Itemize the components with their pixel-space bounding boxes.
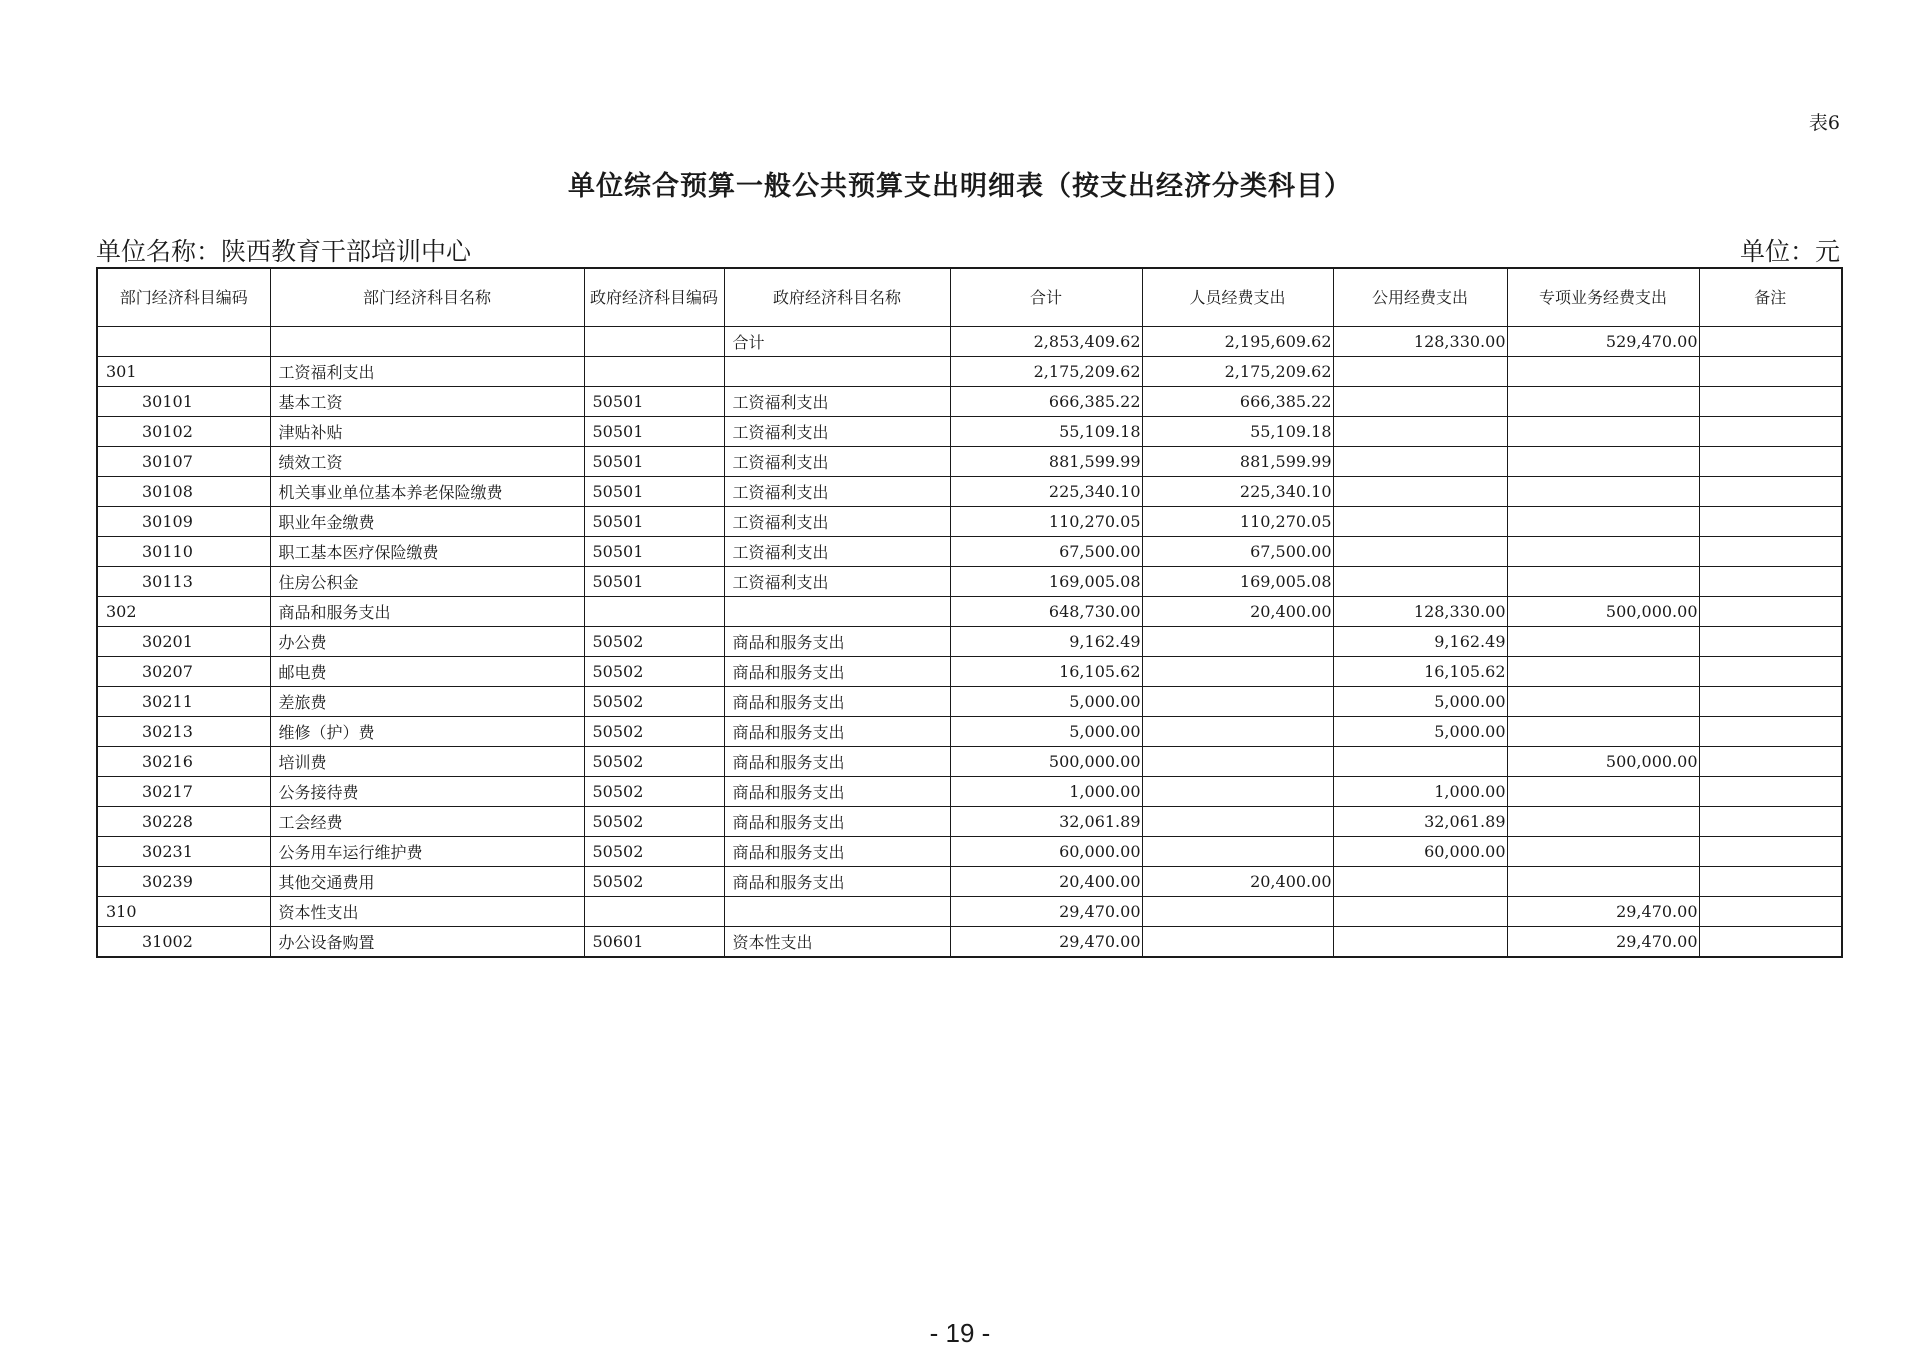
gov-name-cell: 工资福利支出: [724, 417, 950, 447]
gov-name-cell: 商品和服务支出: [724, 687, 950, 717]
personnel-cell: [1142, 657, 1333, 687]
note-cell: [1699, 387, 1842, 417]
public-cell: 128,330.00: [1333, 327, 1507, 357]
note-cell: [1699, 657, 1842, 687]
note-cell: [1699, 687, 1842, 717]
gov-name-cell: 工资福利支出: [724, 387, 950, 417]
gov-code-cell: 50501: [584, 477, 724, 507]
dept-code-cell: 31002: [97, 927, 270, 958]
public-cell: [1333, 357, 1507, 387]
special-cell: [1507, 447, 1699, 477]
table-row: [97, 447, 1842, 477]
total-cell: 5,000.00: [950, 687, 1142, 717]
personnel-cell: 225,340.10: [1142, 477, 1333, 507]
gov-name-cell: 工资福利支出: [724, 537, 950, 567]
public-cell: [1333, 567, 1507, 597]
public-cell: [1333, 927, 1507, 958]
dept-code-cell: 30228: [97, 807, 270, 837]
gov-name-cell: 合计: [724, 327, 950, 357]
special-cell: [1507, 807, 1699, 837]
personnel-cell: [1142, 687, 1333, 717]
dept-code-cell: 30110: [97, 537, 270, 567]
dept-name-cell: 公务用车运行维护费: [270, 837, 584, 867]
total-cell: 32,061.89: [950, 807, 1142, 837]
header-total: 合计: [950, 268, 1142, 327]
special-cell: [1507, 567, 1699, 597]
personnel-cell: [1142, 717, 1333, 747]
gov-name-cell: 工资福利支出: [724, 477, 950, 507]
gov-name-cell: 商品和服务支出: [724, 717, 950, 747]
public-cell: 16,105.62: [1333, 657, 1507, 687]
personnel-cell: 55,109.18: [1142, 417, 1333, 447]
total-cell: 55,109.18: [950, 417, 1142, 447]
gov-code-cell: 50501: [584, 507, 724, 537]
dept-name-cell: 办公费: [270, 627, 584, 657]
public-cell: [1333, 447, 1507, 477]
personnel-cell: [1142, 747, 1333, 777]
dept-name-cell: 培训费: [270, 747, 584, 777]
dept-code-cell: 310: [97, 897, 270, 927]
gov-name-cell: 商品和服务支出: [724, 627, 950, 657]
personnel-cell: 20,400.00: [1142, 867, 1333, 897]
total-cell: 2,175,209.62: [950, 357, 1142, 387]
note-cell: [1699, 447, 1842, 477]
dept-name-cell: 津贴补贴: [270, 417, 584, 447]
note-cell: [1699, 927, 1842, 958]
special-cell: 29,470.00: [1507, 897, 1699, 927]
dept-code-cell: 30107: [97, 447, 270, 477]
total-cell: 20,400.00: [950, 867, 1142, 897]
gov-code-cell: 50502: [584, 837, 724, 867]
personnel-cell: [1142, 777, 1333, 807]
gov-code-cell: 50502: [584, 657, 724, 687]
public-cell: 128,330.00: [1333, 597, 1507, 627]
dept-code-cell: 30217: [97, 777, 270, 807]
gov-code-cell: 50502: [584, 867, 724, 897]
note-cell: [1699, 507, 1842, 537]
table-row: [97, 837, 1842, 867]
personnel-cell: 169,005.08: [1142, 567, 1333, 597]
total-cell: 648,730.00: [950, 597, 1142, 627]
dept-code-cell: [97, 327, 270, 357]
personnel-cell: 110,270.05: [1142, 507, 1333, 537]
special-cell: [1507, 687, 1699, 717]
dept-name-cell: 差旅费: [270, 687, 584, 717]
gov-name-cell: 商品和服务支出: [724, 807, 950, 837]
note-cell: [1699, 777, 1842, 807]
header-note: 备注: [1699, 268, 1842, 327]
total-cell: 2,853,409.62: [950, 327, 1142, 357]
gov-code-cell: 50501: [584, 537, 724, 567]
table-row: [97, 597, 1842, 627]
dept-code-cell: 30108: [97, 477, 270, 507]
personnel-cell: 20,400.00: [1142, 597, 1333, 627]
note-cell: [1699, 417, 1842, 447]
dept-code-cell: 30201: [97, 627, 270, 657]
public-cell: 5,000.00: [1333, 687, 1507, 717]
total-cell: 29,470.00: [950, 897, 1142, 927]
dept-name-cell: 绩效工资: [270, 447, 584, 477]
note-cell: [1699, 477, 1842, 507]
gov-code-cell: 50502: [584, 777, 724, 807]
note-cell: [1699, 567, 1842, 597]
special-cell: [1507, 537, 1699, 567]
total-cell: 1,000.00: [950, 777, 1142, 807]
total-cell: 9,162.49: [950, 627, 1142, 657]
dept-code-cell: 30231: [97, 837, 270, 867]
table-body: [97, 327, 1842, 958]
total-cell: 60,000.00: [950, 837, 1142, 867]
gov-name-cell: 商品和服务支出: [724, 867, 950, 897]
special-cell: [1507, 387, 1699, 417]
expenditure-table: [96, 267, 1843, 958]
total-cell: 666,385.22: [950, 387, 1142, 417]
dept-code-cell: 30216: [97, 747, 270, 777]
dept-name-cell: 工资福利支出: [270, 357, 584, 387]
currency-unit: 单位：元: [1739, 237, 1840, 266]
dept-name-cell: 商品和服务支出: [270, 597, 584, 627]
header-gov-name: 政府经济科目名称: [724, 268, 950, 327]
gov-code-cell: 50502: [584, 807, 724, 837]
public-cell: [1333, 477, 1507, 507]
gov-name-cell: 商品和服务支出: [724, 837, 950, 867]
total-cell: 881,599.99: [950, 447, 1142, 477]
public-cell: 1,000.00: [1333, 777, 1507, 807]
header-public: 公用经费支出: [1333, 268, 1507, 327]
total-cell: 225,340.10: [950, 477, 1142, 507]
table-row: [97, 567, 1842, 597]
public-cell: [1333, 897, 1507, 927]
header-personnel: 人员经费支出: [1142, 268, 1333, 327]
personnel-cell: 67,500.00: [1142, 537, 1333, 567]
total-cell: 29,470.00: [950, 927, 1142, 958]
dept-name-cell: 基本工资: [270, 387, 584, 417]
table-row: [97, 807, 1842, 837]
page-title: 单位综合预算一般公共预算支出明细表（按支出经济分类科目）: [568, 171, 1352, 202]
special-cell: 500,000.00: [1507, 747, 1699, 777]
gov-name-cell: 工资福利支出: [724, 507, 950, 537]
dept-name-cell: 其他交通费用: [270, 867, 584, 897]
total-cell: 500,000.00: [950, 747, 1142, 777]
dept-name-cell: 维修（护）费: [270, 717, 584, 747]
public-cell: [1333, 867, 1507, 897]
personnel-cell: [1142, 837, 1333, 867]
special-cell: 529,470.00: [1507, 327, 1699, 357]
gov-name-cell: 工资福利支出: [724, 567, 950, 597]
gov-code-cell: [584, 897, 724, 927]
special-cell: [1507, 837, 1699, 867]
dept-name-cell: 工会经费: [270, 807, 584, 837]
gov-name-cell: 资本性支出: [724, 927, 950, 958]
gov-code-cell: [584, 327, 724, 357]
page-number: - 19 -: [929, 1318, 991, 1348]
dept-name-cell: 职业年金缴费: [270, 507, 584, 537]
note-cell: [1699, 747, 1842, 777]
note-cell: [1699, 897, 1842, 927]
special-cell: [1507, 417, 1699, 447]
table-row: [97, 717, 1842, 747]
table-header-row: [97, 268, 1842, 327]
gov-code-cell: 50501: [584, 447, 724, 477]
personnel-cell: [1142, 897, 1333, 927]
special-cell: 500,000.00: [1507, 597, 1699, 627]
table-row: [97, 897, 1842, 927]
total-cell: 169,005.08: [950, 567, 1142, 597]
gov-name-cell: [724, 597, 950, 627]
table-row: [97, 537, 1842, 567]
gov-code-cell: 50502: [584, 627, 724, 657]
dept-name-cell: 资本性支出: [270, 897, 584, 927]
note-cell: [1699, 867, 1842, 897]
gov-name-cell: 工资福利支出: [724, 447, 950, 477]
total-cell: 16,105.62: [950, 657, 1142, 687]
dept-name-cell: [270, 327, 584, 357]
table-row: [97, 627, 1842, 657]
dept-name-cell: 办公设备购置: [270, 927, 584, 958]
note-cell: [1699, 837, 1842, 867]
personnel-cell: 2,195,609.62: [1142, 327, 1333, 357]
public-cell: 9,162.49: [1333, 627, 1507, 657]
personnel-cell: 881,599.99: [1142, 447, 1333, 477]
gov-name-cell: 商品和服务支出: [724, 777, 950, 807]
gov-code-cell: 50601: [584, 927, 724, 958]
note-cell: [1699, 717, 1842, 747]
table-number: 表6: [1808, 112, 1840, 134]
personnel-cell: [1142, 807, 1333, 837]
public-cell: 5,000.00: [1333, 717, 1507, 747]
dept-name-cell: 公务接待费: [270, 777, 584, 807]
table-row: [97, 417, 1842, 447]
gov-name-cell: [724, 357, 950, 387]
note-cell: [1699, 597, 1842, 627]
gov-name-cell: 商品和服务支出: [724, 747, 950, 777]
dept-code-cell: 30102: [97, 417, 270, 447]
header-dept-code: 部门经济科目编码: [97, 268, 270, 327]
public-cell: 60,000.00: [1333, 837, 1507, 867]
dept-name-cell: 邮电费: [270, 657, 584, 687]
table-row: [97, 777, 1842, 807]
public-cell: [1333, 537, 1507, 567]
public-cell: [1333, 387, 1507, 417]
table-row: [97, 747, 1842, 777]
dept-code-cell: 302: [97, 597, 270, 627]
note-cell: [1699, 537, 1842, 567]
dept-code-cell: 30211: [97, 687, 270, 717]
personnel-cell: 2,175,209.62: [1142, 357, 1333, 387]
table-row: [97, 657, 1842, 687]
dept-code-cell: 30239: [97, 867, 270, 897]
special-cell: [1507, 507, 1699, 537]
public-cell: [1333, 507, 1507, 537]
header-dept-name: 部门经济科目名称: [270, 268, 584, 327]
dept-name-cell: 住房公积金: [270, 567, 584, 597]
special-cell: 29,470.00: [1507, 927, 1699, 958]
dept-code-cell: 30207: [97, 657, 270, 687]
public-cell: 32,061.89: [1333, 807, 1507, 837]
gov-code-cell: 50501: [584, 567, 724, 597]
table-row: [97, 387, 1842, 417]
gov-code-cell: [584, 597, 724, 627]
special-cell: [1507, 867, 1699, 897]
note-cell: [1699, 327, 1842, 357]
special-cell: [1507, 477, 1699, 507]
gov-code-cell: 50501: [584, 417, 724, 447]
dept-code-cell: 30109: [97, 507, 270, 537]
dept-name-cell: 机关事业单位基本养老保险缴费: [270, 477, 584, 507]
table-row: [97, 867, 1842, 897]
dept-code-cell: 301: [97, 357, 270, 387]
table-row: [97, 327, 1842, 357]
public-cell: [1333, 417, 1507, 447]
table-row: [97, 357, 1842, 387]
special-cell: [1507, 357, 1699, 387]
note-cell: [1699, 807, 1842, 837]
personnel-cell: 666,385.22: [1142, 387, 1333, 417]
total-cell: 110,270.05: [950, 507, 1142, 537]
total-cell: 67,500.00: [950, 537, 1142, 567]
special-cell: [1507, 717, 1699, 747]
table-row: [97, 687, 1842, 717]
dept-code-cell: 30101: [97, 387, 270, 417]
header-gov-code: 政府经济科目编码: [584, 268, 724, 327]
dept-code-cell: 30213: [97, 717, 270, 747]
special-cell: [1507, 777, 1699, 807]
dept-code-cell: 30113: [97, 567, 270, 597]
gov-code-cell: 50501: [584, 387, 724, 417]
gov-name-cell: [724, 897, 950, 927]
public-cell: [1333, 747, 1507, 777]
header-special: 专项业务经费支出: [1507, 268, 1699, 327]
gov-name-cell: 商品和服务支出: [724, 657, 950, 687]
special-cell: [1507, 657, 1699, 687]
gov-code-cell: 50502: [584, 687, 724, 717]
note-cell: [1699, 357, 1842, 387]
table-row: [97, 507, 1842, 537]
dept-name-cell: 职工基本医疗保险缴费: [270, 537, 584, 567]
personnel-cell: [1142, 927, 1333, 958]
gov-code-cell: 50502: [584, 717, 724, 747]
note-cell: [1699, 627, 1842, 657]
gov-code-cell: [584, 357, 724, 387]
gov-code-cell: 50502: [584, 747, 724, 777]
table-row: [97, 927, 1842, 958]
table-row: [97, 477, 1842, 507]
unit-name: 单位名称：陕西教育干部培训中心: [96, 237, 472, 266]
personnel-cell: [1142, 627, 1333, 657]
total-cell: 5,000.00: [950, 717, 1142, 747]
special-cell: [1507, 627, 1699, 657]
